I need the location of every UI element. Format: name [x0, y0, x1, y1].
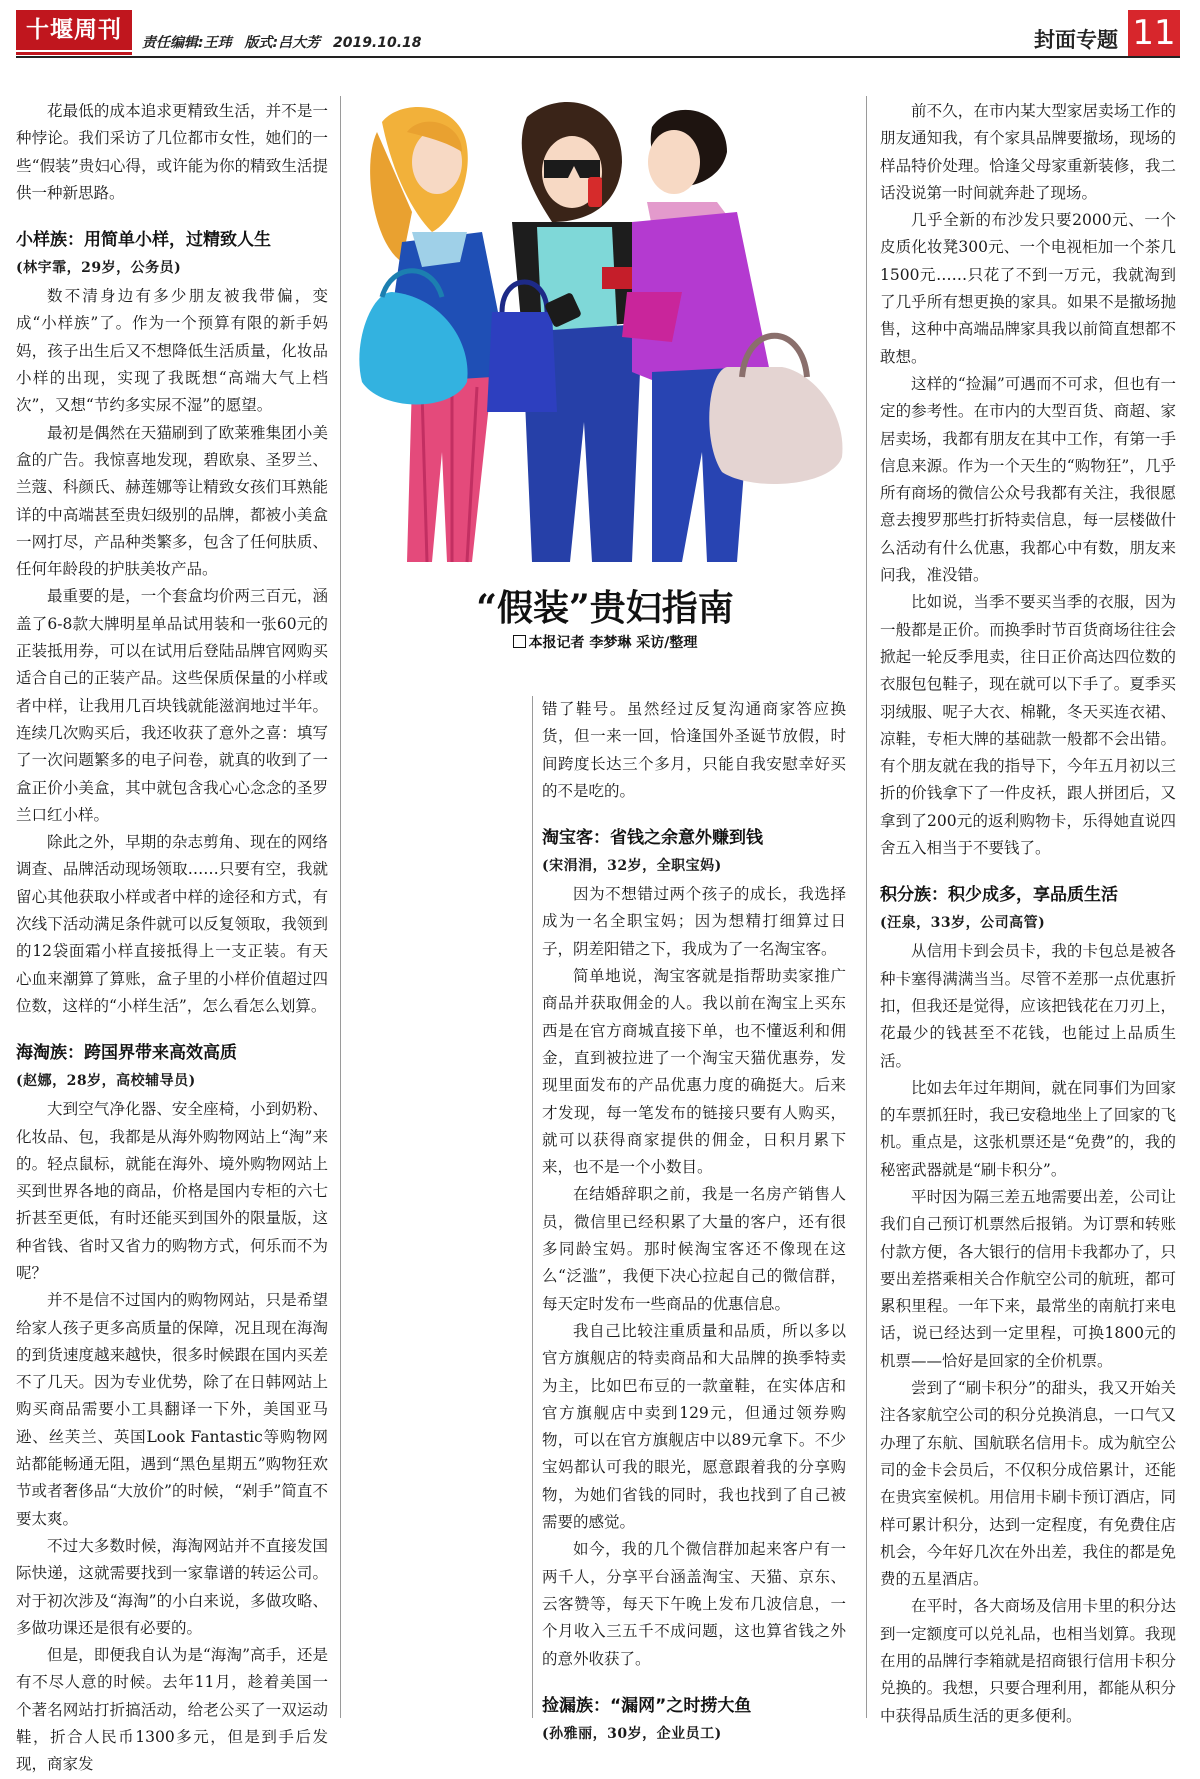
section-title: 封面专题 — [1034, 28, 1118, 52]
editor-credits — [142, 32, 430, 52]
interviewee-byline: (汪泉，33岁，公司高管) — [880, 915, 1046, 932]
body-paragraph: 不过大多数时候，海淘网站并不直接发国际快递，这就需要找到一家靠谱的转运公司。对于初次涉及“海淘”的小白来说，多做攻略、多做功课还是很有必要的。 — [16, 1536, 328, 1637]
body-paragraph: 在平时，各大商场及信用卡里的积分达到一定额度可以兑礼品，也相当划算。我现在用的品牌行李箱就是招商银行信用卡积分兑换的。我想，只要合理利用，都能从积分中获得品质生活的更多便利。 — [880, 1597, 1176, 1725]
body-paragraph: 但是，即便我自认为是“海淘”高手，还是有不尽人意的时候。去年11月，趁着美国一个著名网站打折搞活动，给老公买了一双运动鞋，折合人民币1300多元，但是到手后发现，商家发 — [16, 1646, 328, 1774]
body-paragraph: 如今，我的几个微信群加起来客户有一两千人，分享平台涵盖淘宝、天猫、京东、云客赞等，每天下午晚上发布几波信息，一个月收入三五千不成问题，这也算省钱之外的意外收获了。 — [542, 1540, 846, 1668]
middle-column — [542, 696, 846, 1742]
body-paragraph: 最重要的是，一个套盒均价两三百元，涵盖了6-8款大牌明星单品试用装和一张60元的正装抵用券，可以在试用后登陆品牌官网购买适合自己的正装产品。这些保质保量的小样或者中样，让我用几百块钱就能滋润地过半年。连续几次购买后，我还收获了意外之喜：填写了一次问题繁多的电子问卷，就真的收到了一盒正价小美盒，其中就包含我心心念念的圣罗兰口红小样。 — [16, 587, 328, 824]
body-paragraph: 这样的“捡漏”可遇而不可求，但也有一定的参考性。在市内的大型百货、商超、家居卖场，我都有朋友在其中工作，有第一手信息来源。作为一个天生的“购物狂”，几乎所有商场的微信公众号我都有关注，我很愿意去搜罗那些打折特卖信息，每一层楼做什么活动有什么优惠，我都心中有数，朋友来问我，准没错。 — [880, 374, 1176, 585]
interviewee-byline: (林宇霏，29岁，公务员) — [16, 260, 182, 277]
credit-box-icon — [513, 635, 526, 648]
section-heading: 淘宝客：省钱之余意外赚到钱 — [542, 828, 763, 849]
body-paragraph: 比如说，当季不要买当季的衣服，因为一般都是正价。而换季时节百货商场往往会掀起一轮反季甩卖，往日正价高达四位数的衣服包包鞋子，现在就可以下手了。夏季买羽绒服、呢子大衣、棉靴，冬天买连衣裙、凉鞋，专柜大牌的基础款一般都不会出错。有个朋友就在我的指导下，今年五月初以三折的价钱拿下了一件皮袄，跟人拼团后，又拿到了200元的返利购物卡，乐得她直说四舍五入相当于不要钱了。 — [880, 593, 1176, 858]
editor-name: 责任编辑:王玮 — [142, 35, 232, 51]
woman-left-figure — [359, 107, 502, 562]
body-paragraph: 并不是信不过国内的购物网站，只是希望给家人孩子更多高质量的保障，况且现在海淘的到货速度越来越快，很多时候跟在国内买差不了几天。因为专业优势，除了在日韩网站上购买商品需要小工具翻译一下外，美国亚马逊、丝芙兰、英国Look Fantastic等购物网站都能畅通无阻，遇到“黑色星期五”购物狂欢节或者奢侈品“大放价”的时候，“剁手”简直不要太爽。 — [16, 1291, 328, 1528]
interviewee-byline: (宋涓涓，32岁，全职宝妈) — [542, 858, 722, 875]
article-headline: “假装”贵妇指南 — [476, 587, 734, 629]
three-women-shopping-illustration — [352, 92, 862, 562]
masthead — [16, 10, 1180, 56]
section-heading: 海淘族：跨国界带来高效高质 — [16, 1043, 237, 1064]
issue-date: 2019.10.18 — [332, 35, 422, 51]
intro-paragraph: 花最低的成本追求更精致生活，并不是一种悖论。我们采访了几位都市女性，她们的一些“假装”贵妇心得，或许能为你的精致生活提供一种新思路。 — [16, 102, 328, 202]
body-paragraph: 简单地说，淘宝客就是指帮助卖家推广商品并获取佣金的人。我以前在淘宝上买东西是在官方商城直接下单，也不懂返利和佣金，直到被拉进了一个淘宝天猫优惠券，发现里面发布的产品优惠力度的确挺大。后来才发现，每一笔发布的链接只要有人购买，就可以获得商家提供的佣金，日积月累下来，也不是一个小数目。 — [542, 967, 846, 1177]
credit-text: 本报记者 李梦琳 采访/整理 — [528, 635, 698, 651]
woman-right-figure — [602, 110, 842, 562]
right-column — [880, 98, 1176, 1725]
body-paragraph: 我自己比较注重质量和品质，所以多以官方旗舰店的特卖商品和大品牌的换季特卖为主，比如巴布豆的一款童鞋，在实体店和官方旗舰店中卖到129元，但通过领券购物，可以在官方旗舰店中以89元拿下。不少宝妈都认可我的眼光，愿意跟着我的分享购物，为她们省钱的同时，我也找到了自己被需要的感觉。 — [542, 1321, 846, 1532]
header-rule — [16, 56, 1180, 58]
body-paragraph: 除此之外，早期的杂志剪角、现在的网络调查、品牌活动现场领取……只要有空，我就留心其他获取小样或者中样的途径和方式，有次线下活动满足条件就可以反复领取，我领到的12袋面霜小样直接抵得上一支正装。有天心血来潮算了算账，盒子里的小样价值超过四位数，这样的“小样生活”，怎么看怎么划算。 — [16, 833, 328, 1015]
body-paragraph: 比如去年过年期间，就在同事们为回家的车票抓狂时，我已安稳地坐上了回家的飞机。重点是，这张机票还是“免费”的，我的秘密武器就是“刷卡积分”。 — [880, 1078, 1176, 1179]
column-divider-mid-left — [532, 696, 533, 1718]
layout-name: 版式:吕大芳 — [244, 35, 321, 51]
body-paragraph: 从信用卡到会员卡，我的卡包总是被各种卡塞得满满当当。尽管不差那一点优惠折扣，但我还是觉得，应该把钱花在刀刃上，花最少的钱甚至不花钱，也能过上品质生活。 — [880, 942, 1176, 1070]
body-paragraph: 在结婚辞职之前，我是一名房产销售人员，微信里已经积累了大量的客户，还有很多同龄宝妈。那时候淘宝客还不像现在这么“泛滥”，我便下决心拉起自己的微信群，每天定时发布一些商品的优惠信息。 — [542, 1185, 846, 1313]
body-paragraph: 前不久，在市内某大型家居卖场工作的朋友通知我，有个家具品牌要撤场，现场的样品特价处理。恰逢父母家重新装修，我二话没说第一时间就奔赴了现场。 — [880, 102, 1176, 202]
column-divider-right — [866, 96, 867, 1718]
body-paragraph: 错了鞋号。虽然经过反复沟通商家答应换货，但一来一回，恰逢国外圣诞节放假，时间跨度长达三个多月，只能自我安慰幸好买的不是吃的。 — [542, 700, 846, 800]
column-divider-left — [340, 96, 341, 1718]
body-paragraph: 数不清身边有多少朋友被我带偏，变成“小样族”了。作为一个预算有限的新手妈妈，孩子出生后又不想降低生活质量，化妆品小样的出现，实现了我既想“高端大气上档次”，又想“节约多实尿不湿”的愿望。 — [16, 287, 328, 415]
body-paragraph: 因为不想错过两个孩子的成长，我选择成为一名全职宝妈；因为想精打细算过日子，阴差阳错之下，我成为了一名淘宝客。 — [542, 885, 846, 958]
left-column — [16, 98, 328, 1774]
page-number: 11 — [1128, 10, 1180, 56]
body-paragraph: 平时因为隔三差五地需要出差，公司让我们自己预订机票然后报销。为订票和转账付款方便，各大银行的信用卡我都办了，只要出差搭乘相关合作航空公司的航班，都可累积里程。一年下来，最常坐的南航打来电话，说已经达到一定里程，可换1800元的机票——恰好是回家的全价机票。 — [880, 1187, 1176, 1370]
article-credit — [350, 632, 860, 652]
interviewee-byline: (孙雅丽，30岁，企业员工) — [542, 1725, 722, 1742]
section-heading: 捡漏族：“漏网”之时捞大鱼 — [542, 1695, 752, 1716]
interviewee-byline: (赵娜，28岁，高校辅导员) — [16, 1073, 196, 1090]
body-paragraph: 大到空气净化器、安全座椅，小到奶粉、化妆品、包，我都是从海外购物网站上“淘”来的。轻点鼠标，就能在海外、境外购物网站上买到世界各地的商品，价格是国内专柜的六七折甚至更低，有时还能买到国外的限量版，这种省钱、省时又省力的购物方式，何乐而不为呢？ — [16, 1100, 328, 1282]
body-paragraph: 尝到了“刷卡积分”的甜头，我又开始关注各家航空公司的积分兑换消息，一口气又办理了东航、国航联名信用卡。成为航空公司的金卡会员后，不仅积分成倍累计，还能在贵宾室候机。用信用卡刷卡预订酒店，同样可累计积分，达到一定程度，有免费住店机会，今年好几次在外出差，我住的都是免费的五星酒店。 — [880, 1379, 1176, 1589]
newspaper-logo: 十堰周刊 — [16, 10, 132, 50]
section-heading: 积分族：积少成多，享品质生活 — [880, 885, 1118, 906]
body-paragraph: 最初是偶然在天猫刷到了欧莱雅集团小美盒的广告。我惊喜地发现，碧欧泉、圣罗兰、兰蔻、科颜氏、赫莲娜等让精致女孩们耳熟能详的中高端甚至贵妇级别的品牌，都被小美盒一网打尽，产品种类繁多，包含了任何肤质、任何年龄段的护肤美妆产品。 — [16, 423, 328, 579]
section-heading: 小样族：用简单小样，过精致人生 — [16, 230, 271, 251]
body-paragraph: 几乎全新的布沙发只要2000元、一个皮质化妆凳300元、一个电视柜加一个茶几1500元……只花了不到一万元，我就淘到了几乎所有想更换的家具。如果不是撤场抛售，这种中高端品牌家具我以前简直想都不敢想。 — [880, 211, 1176, 366]
